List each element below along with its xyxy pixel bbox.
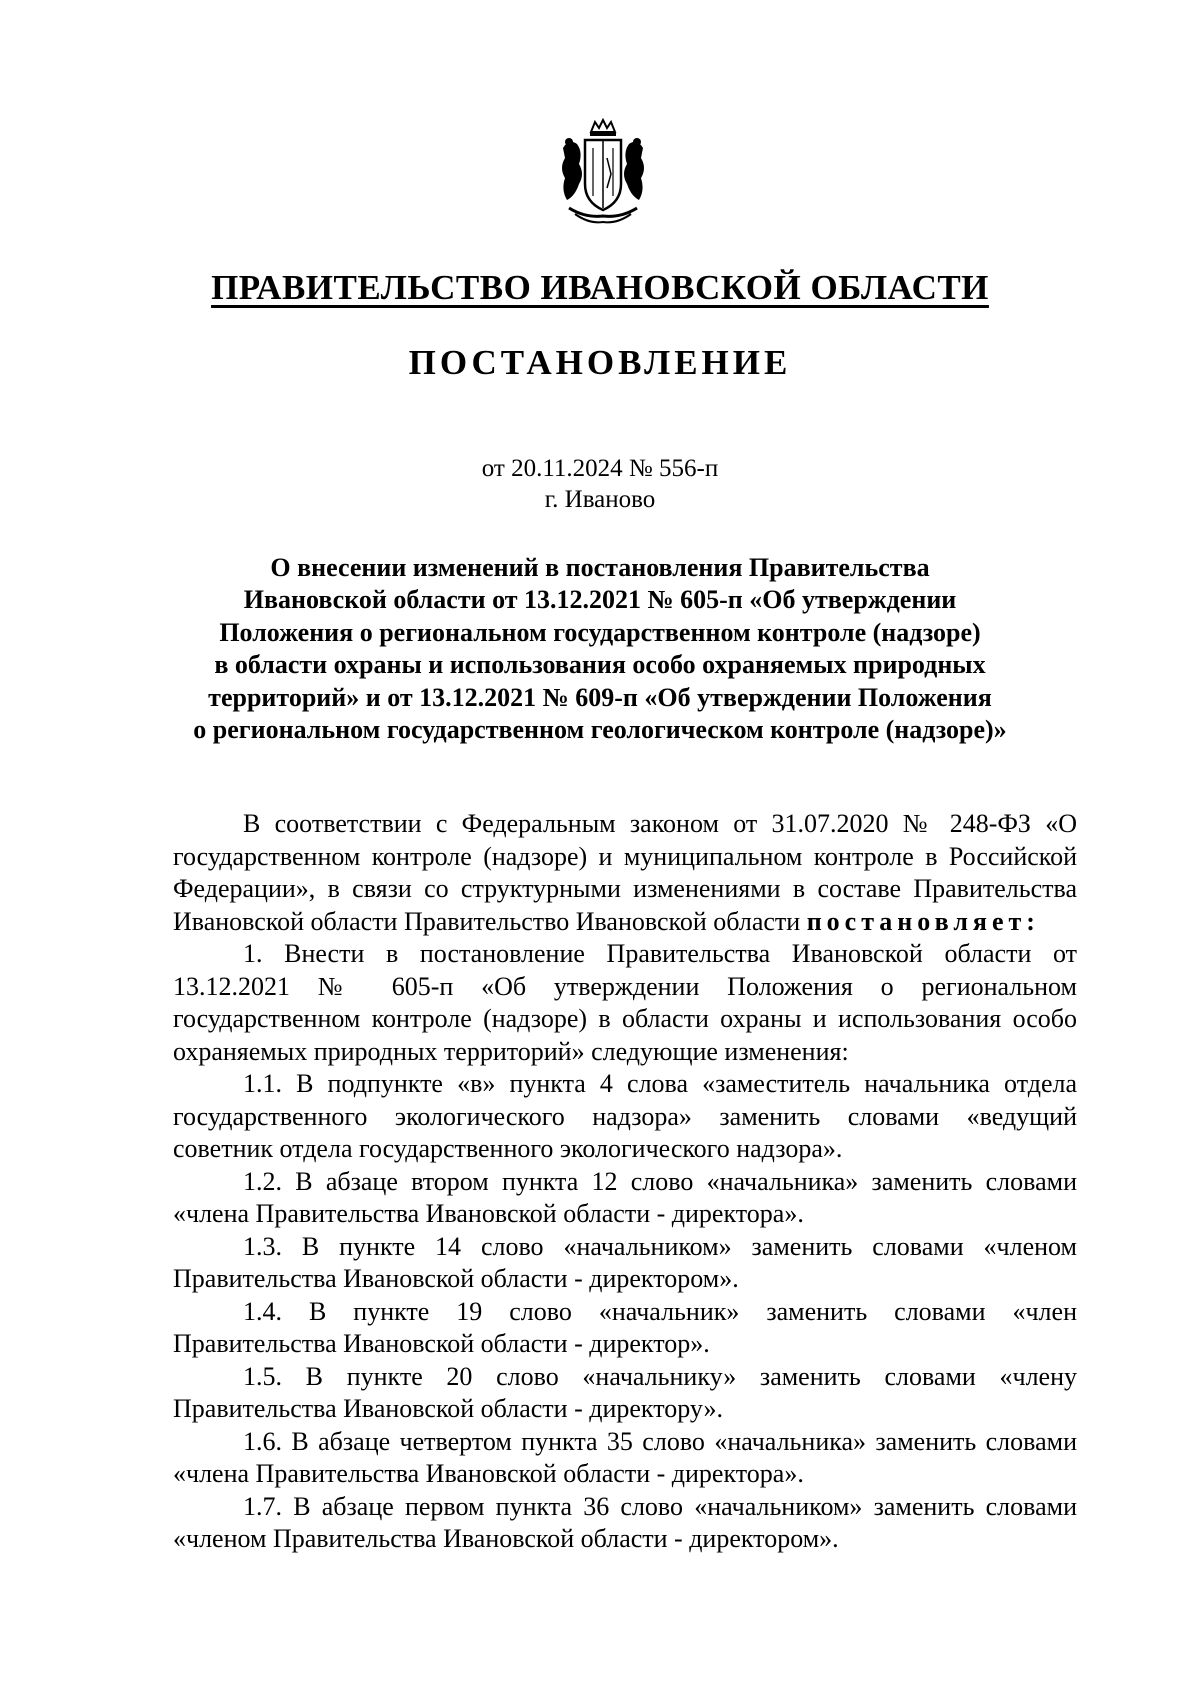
item-1-1: 1.1. В подпункте «в» пункта 4 слова «заместитель начальника отдела государственного экологического надзора» заменить словами «ведущий советник отдела государственного экологического надзора». [173,1069,1077,1163]
item-1-6: 1.6. В абзаце четвертом пункта 35 слово «начальника» заменить словами «члена Правительства Ивановской области - директора». [173,1426,1077,1488]
subject-line: в области охраны и использования особо охраняемых природных [214,650,986,680]
item-1-7: 1.7. В абзаце первом пункта 36 слово «начальником» заменить словами «членом Правительства Ивановской области - директором». [173,1491,1077,1553]
subject-line: О внесении изменений в постановления Правительства [270,553,930,582]
preamble-paragraph [173,808,1077,938]
item-1-4: 1.4. В пункте 19 слово «начальник» заменить словами «член Правительства Ивановской области - директор». [173,1296,1077,1358]
subject-line: Ивановской области от 13.12.2021 № 605-п «Об утверждении [243,585,957,615]
government-title-text: ПРАВИТЕЛЬСТВО ИВАНОВСКОЙ ОБЛАСТИ [211,268,989,307]
subject-line: Положения о региональном государственном контроле (надзоре) [219,617,981,647]
coat-of-arms-icon [555,118,651,226]
item-1-5: 1.5. В пункте 20 слово «начальнику» заменить словами «члену Правительства Ивановской области - директору». [173,1361,1077,1423]
decree-word: постановляет: [806,906,1040,936]
subject-line: о региональном государственном геологическом контроле (надзоре)» [193,715,1007,745]
government-title [0,268,1200,308]
document-city: г. Иваново [544,486,656,513]
document-subject [160,552,1040,746]
preamble-text: В соответствии с Федеральным законом от 31.07.2020 № 248-ФЗ «О государственном контроле (надзоре) и муниципальном контроле в Российской Федерации», в связи со структурными изменениями в составе Правительства Ивановской области Правительство Ивановской области [173,809,1077,936]
subject-line: территорий» и от 13.12.2021 № 609-п «Об утверждении Положения [208,682,992,712]
item-1: 1. Внести в постановление Правительства Ивановской области от 13.12.2021 № 605-п «Об утверждении Положения о региональном государственном контроле (надзоре) в области охраны и использования особо охраняемых природных территорий» следующие изменения: [173,939,1077,1066]
document-date-number: от 20.11.2024 № 556-п [481,455,719,482]
item-1-2: 1.2. В абзаце втором пункта 12 слово «начальника» заменить словами «члена Правительства Ивановской области - директора». [173,1166,1077,1228]
document-type: ПОСТАНОВЛЕНИЕ [408,343,792,382]
document-body [173,808,1077,1556]
item-1-3: 1.3. В пункте 14 слово «начальником» заменить словами «членом Правительства Ивановской области - директором». [173,1231,1077,1293]
